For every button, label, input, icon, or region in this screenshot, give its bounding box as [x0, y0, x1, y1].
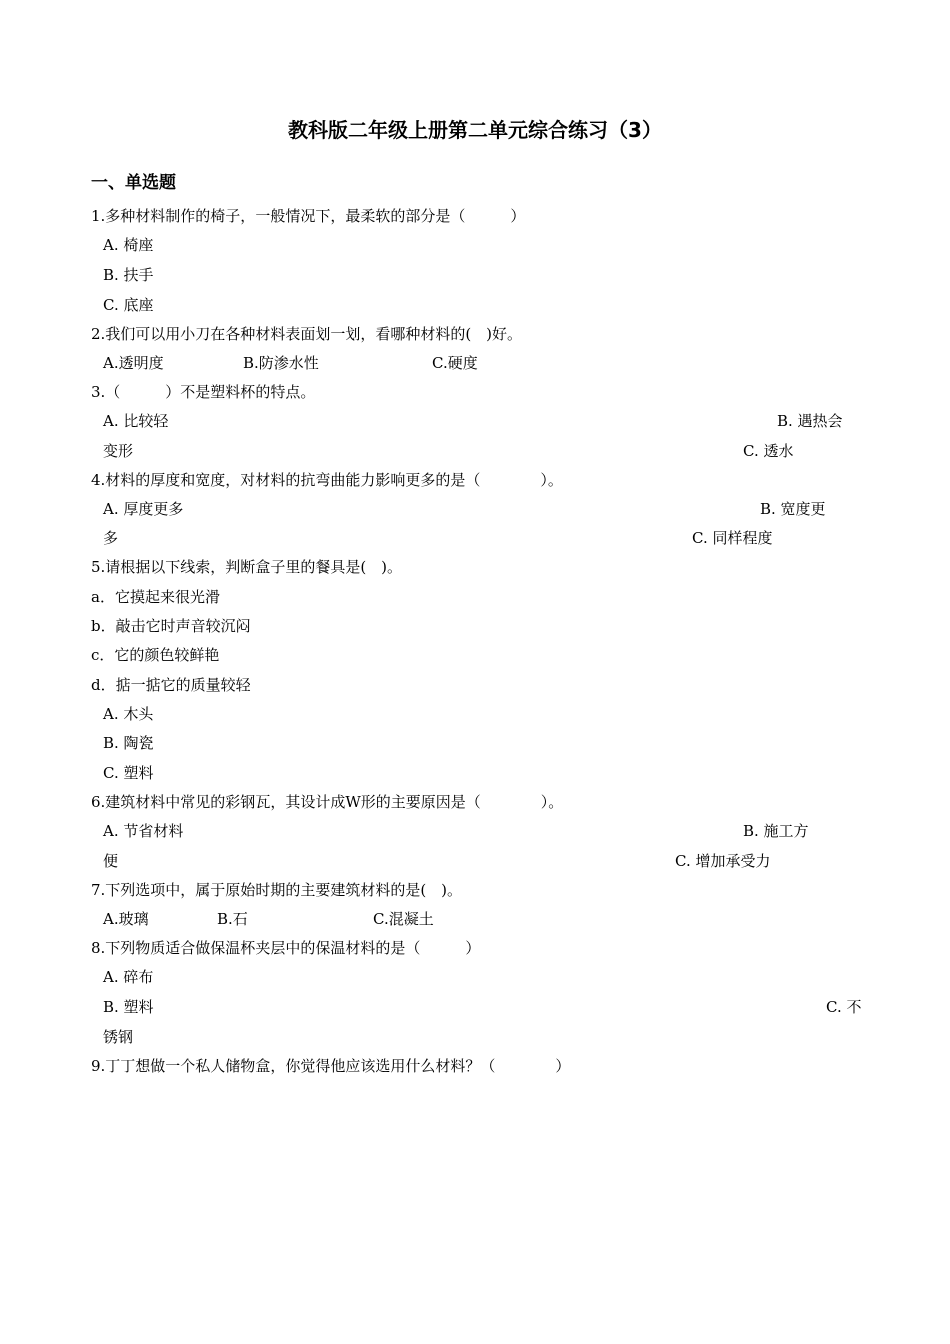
question-5-stem: 5.请根据以下线索，判断盒子里的餐具是( )。 [91, 558, 403, 576]
question-3-option-a: A. 比较轻 [103, 412, 169, 430]
question-4-option-a: A. 厚度更多 [103, 500, 184, 518]
question-6-option-c: C. 增加承受力 [675, 852, 771, 870]
question-5-option-b: B. 陶瓷 [103, 734, 154, 752]
question-5-option-a: A. 木头 [103, 705, 154, 723]
question-1-option-a: A. 椅座 [103, 236, 154, 254]
question-4-option-b: B. 宽度更 [760, 500, 826, 518]
question-2-stem: 2.我们可以用小刀在各种材料表面划一划，看哪种材料的( )好。 [91, 325, 523, 343]
question-7-option-c: C.混凝土 [373, 910, 434, 928]
question-3-option-b-wrap: 变形 [103, 442, 134, 460]
question-4-option-b-wrap: 多 [103, 529, 119, 547]
question-9-stem: 9.丁丁想做一个私人储物盒，你觉得他应该选用什么材料？（ ） [91, 1057, 571, 1075]
question-5-clue: d．掂一掂它的质量较轻 [91, 676, 251, 694]
question-4-stem: 4.材料的厚度和宽度，对材料的抗弯曲能力影响更多的是（ ）。 [91, 471, 563, 489]
question-2-option-c: C.硬度 [432, 354, 478, 372]
question-3-stem: 3.（ ）不是塑料杯的特点。 [91, 383, 316, 401]
page-title: 教科版二年级上册第二单元综合练习（3） [288, 118, 662, 142]
question-3-option-c: C. 透水 [743, 442, 794, 460]
question-5-clue: b．敲击它时声音较沉闷 [91, 617, 251, 635]
question-6-stem: 6.建筑材料中常见的彩钢瓦，其设计成W形的主要原因是（ ）。 [91, 793, 564, 811]
section-heading: 一、单选题 [91, 173, 176, 193]
question-8-option-c-wrap: 锈钢 [103, 1028, 134, 1046]
question-3-option-b: B. 遇热会 [777, 412, 843, 430]
question-5-clue: a．它摸起来很光滑 [91, 588, 220, 606]
question-8-option-c: C. 不 [826, 998, 862, 1016]
question-2-option-a: A.透明度 [103, 354, 164, 372]
question-5-option-c: C. 塑料 [103, 764, 154, 782]
question-1-option-c: C. 底座 [103, 296, 154, 314]
question-6-option-a: A. 节省材料 [103, 822, 184, 840]
question-8-stem: 8.下列物质适合做保温杯夹层中的保温材料的是（ ） [91, 939, 481, 957]
question-1-stem: 1.多种材料制作的椅子，一般情况下，最柔软的部分是（ ） [91, 207, 526, 225]
question-6-option-b-wrap: 便 [103, 852, 119, 870]
question-8-option-a: A. 碎布 [103, 968, 154, 986]
question-4-option-c: C. 同样程度 [692, 529, 773, 547]
question-8-option-b: B. 塑料 [103, 998, 154, 1016]
question-7-option-b: B.石 [217, 910, 248, 928]
question-1-option-b: B. 扶手 [103, 266, 154, 284]
question-5-clue: c．它的颜色较鲜艳 [91, 646, 220, 664]
question-7-option-a: A.玻璃 [103, 910, 149, 928]
question-7-stem: 7.下列选项中，属于原始时期的主要建筑材料的是( )。 [91, 881, 463, 899]
question-6-option-b: B. 施工方 [743, 822, 809, 840]
question-2-option-b: B.防渗水性 [243, 354, 319, 372]
